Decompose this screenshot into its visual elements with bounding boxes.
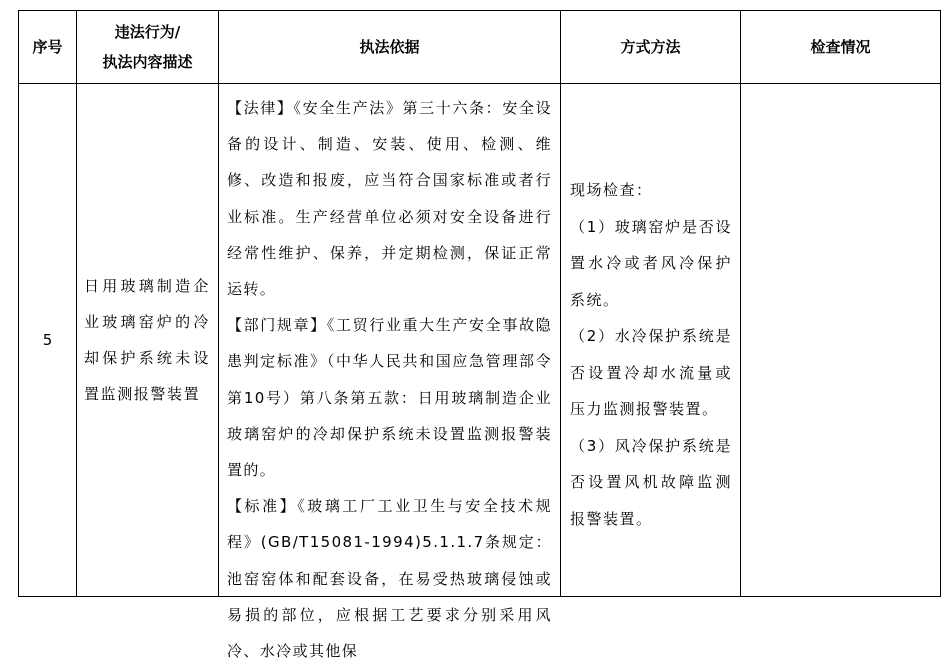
header-violation-line1: 违法行为/ — [114, 23, 181, 41]
inspection-table — [18, 10, 941, 661]
header-result: 检查情况 — [741, 11, 941, 84]
header-method: 方式方法 — [561, 11, 741, 84]
row-basis — [219, 84, 561, 661]
method-item-2: （2）水冷保护系统是否设置冷却水流量或压力监测报警装置。 — [570, 327, 732, 418]
header-violation — [77, 11, 219, 84]
violation-text: 日用玻璃制造企业玻璃窑炉的冷却保护系统未设置监测报警装置 — [84, 277, 210, 403]
basis-standard: 【标准】《玻璃工厂工业卫生与安全技术规程》(GB/T15081-1994)5.1.1.7条规定：池窑窑体和配套设备，在易受热玻璃侵蚀或易损的部位，应根据工艺要求分别采用风冷、水冷或其他保 — [227, 497, 552, 661]
row-result — [741, 84, 941, 597]
basis-law: 【法律】《安全生产法》第三十六条：安全设备的设计、制造、安装、使用、检测、维修、改造和报废，应当符合国家标准或者行业标准。生产经营单位必须对安全设备进行经常性维护、保养，并定期检测，保证正常运转。 — [227, 99, 552, 299]
header-violation-line2: 执法内容描述 — [102, 53, 193, 71]
row-method — [561, 84, 741, 597]
method-intro: 现场检查： — [570, 181, 653, 199]
table-header-row — [19, 11, 941, 84]
row-violation — [77, 84, 219, 597]
basis-regulation: 【部门规章】《工贸行业重大生产安全事故隐患判定标准》（中华人民共和国应急管理部令第10号）第八条第五款：日用玻璃制造企业玻璃窑炉的冷却保护系统未设置监测报警装置的。 — [227, 316, 552, 480]
method-item-1: （1）玻璃窑炉是否设置水冷或者风冷保护系统。 — [570, 217, 732, 309]
header-seq: 序号 — [19, 11, 77, 84]
method-item-3: （3）风冷保护系统是否设置风机故障监测报警装置。 — [570, 436, 732, 528]
row-seq: 5 — [19, 84, 77, 597]
table-row — [19, 84, 941, 597]
header-basis: 执法依据 — [219, 11, 561, 84]
